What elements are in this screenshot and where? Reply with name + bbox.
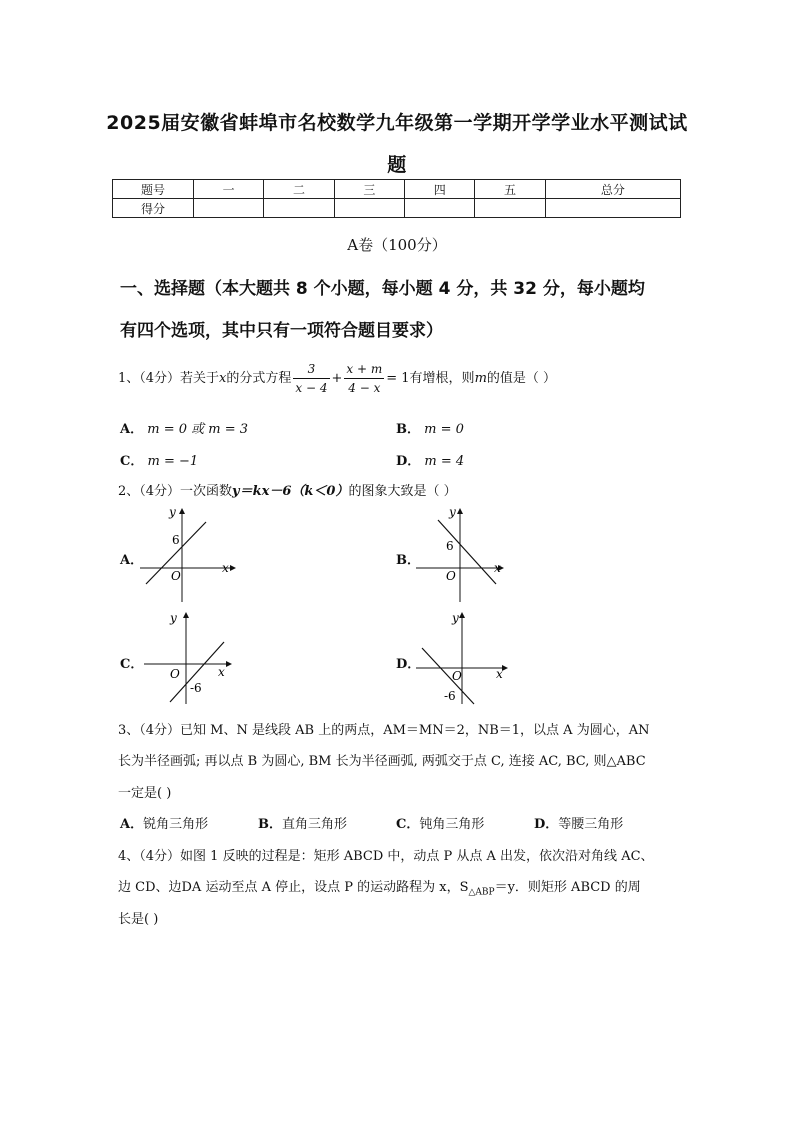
origin-label: O: [171, 569, 181, 583]
origin-label: O: [170, 667, 180, 681]
q1-option-a[interactable]: [120, 418, 248, 437]
score-input-cell[interactable]: [405, 199, 475, 218]
q2-prefix: 2、（4分）一次函数: [118, 484, 233, 499]
q2-option-c-label[interactable]: C．: [120, 657, 144, 672]
origin-label: O: [452, 669, 462, 683]
q2-graph-d[interactable]: [416, 606, 516, 706]
question-4-line2: [118, 876, 678, 898]
question-1-stem: [118, 360, 556, 397]
q2-suffix: 的图象大致是（ ）: [348, 484, 457, 499]
option-label: B．: [258, 817, 282, 832]
q1-end: 的值是（ ）: [486, 371, 557, 386]
score-input-cell[interactable]: [545, 199, 680, 218]
x-axis-arrow: [230, 565, 236, 571]
q1-suffix: 有增根，则: [409, 371, 475, 386]
x-axis-arrow: [226, 661, 232, 667]
option-label: A．: [120, 422, 144, 437]
section-a-heading: A卷（100分）: [347, 236, 447, 254]
y-axis-label: y: [449, 505, 456, 519]
q2-graph-c[interactable]: [140, 606, 240, 706]
y-axis-arrow: [179, 508, 185, 514]
q1-mid: 的分式方程: [226, 371, 292, 386]
q1-var-m: m: [474, 371, 487, 386]
q2-formula: y＝kx－6（k＜0）: [232, 484, 349, 499]
score-header-cell: 三: [334, 180, 404, 199]
q1-frac1-num: 3: [293, 360, 329, 379]
score-header-cell: 五: [475, 180, 545, 199]
y-axis-label: y: [169, 505, 176, 519]
score-input-cell[interactable]: [475, 199, 545, 218]
x-axis-label: x: [496, 667, 503, 681]
q4-subscript: △ABP: [468, 887, 495, 898]
option-text: m = 4: [424, 454, 465, 469]
option-text: 等腰三角形: [558, 817, 624, 832]
question-3-line1: 3、（4分）已知 M、N 是线段 AB 上的两点，AM＝MN＝2，NB＝1，以点 A 为圆心，AN: [118, 723, 650, 738]
q1-plus: +: [331, 371, 343, 386]
q1-prefix: 1、（4分）若关于: [118, 371, 220, 386]
score-header-cell: 一: [194, 180, 264, 199]
option-text: m = −1: [147, 454, 199, 469]
question-3-line3: 一定是( ): [118, 786, 172, 801]
score-input-cell[interactable]: [334, 199, 404, 218]
x-axis-arrow: [502, 665, 508, 671]
score-table-score-row: [113, 199, 681, 218]
y-axis-label: y: [170, 611, 177, 625]
q1-option-b[interactable]: [396, 418, 464, 437]
score-header-cell: 总分: [545, 180, 680, 199]
x-axis-label: x: [222, 561, 229, 575]
x-axis-label: x: [218, 665, 225, 679]
score-row-label: 得分: [113, 199, 194, 218]
option-text: 直角三角形: [282, 817, 348, 832]
score-header-cell: 题号: [113, 180, 194, 199]
option-label: C．: [396, 817, 420, 832]
option-label: B．: [396, 422, 420, 437]
question-3-line2: 长为半径画弧; 再以点 B 为圆心, BM 长为半径画弧, 两弧交于点 C, 连接 AC, BC, 则△ABC: [118, 754, 646, 769]
q1-frac1-den: x − 4: [295, 381, 328, 395]
doc-title-line1: 2025届安徽省蚌埠市名校数学九年级第一学期开学学业水平测试试: [106, 112, 688, 134]
q1-frac2-den: 4 − x: [348, 381, 381, 395]
intercept-label: -6: [444, 689, 456, 703]
q1-frac2-num: x + m: [344, 360, 384, 379]
q1-fraction-2: [344, 360, 384, 397]
q2-graph-a[interactable]: [140, 504, 240, 604]
option-text: 锐角三角形: [143, 817, 209, 832]
option-label: C．: [120, 454, 144, 469]
q2-option-d-label[interactable]: D．: [396, 657, 421, 672]
intercept-label: 6: [172, 533, 180, 547]
part1-heading-line1: 一、选择题（本大题共 8 个小题，每小题 4 分，共 32 分，每小题均: [120, 279, 645, 299]
q2-graph-b[interactable]: [416, 504, 516, 604]
q3-option-b[interactable]: [258, 813, 347, 832]
origin-label: O: [446, 569, 456, 583]
score-table: [112, 179, 681, 218]
question-4-line3: 长是( ): [118, 912, 159, 927]
q1-equals: = 1: [386, 371, 410, 386]
option-label: A．: [120, 817, 144, 832]
q1-var-x: x: [219, 371, 227, 386]
y-axis-arrow: [183, 612, 189, 618]
intercept-label: -6: [190, 681, 202, 695]
question-4-line1: 4、（4分）如图 1 反映的过程是：矩形 ABCD 中，动点 P 从点 A 出发，依次沿对角线 AC、: [118, 849, 654, 864]
part1-heading-line2: 有四个选项，其中只有一项符合题目要求）: [120, 321, 443, 341]
option-text: m = 0 或 m = 3: [147, 422, 249, 437]
q3-option-c[interactable]: [396, 813, 484, 832]
option-label: D．: [534, 817, 559, 832]
score-input-cell[interactable]: [264, 199, 334, 218]
option-text: m = 0: [424, 422, 464, 437]
score-header-cell: 四: [405, 180, 475, 199]
y-axis-label: y: [452, 611, 459, 625]
intercept-label: 6: [446, 539, 454, 553]
q3-option-a[interactable]: [120, 813, 208, 832]
q1-option-c[interactable]: [120, 450, 198, 469]
doc-title-line2: 题: [387, 154, 407, 176]
x-axis-label: x: [494, 561, 501, 575]
q1-option-d[interactable]: [396, 450, 464, 469]
score-input-cell[interactable]: [194, 199, 264, 218]
option-label: D．: [396, 454, 421, 469]
q2-option-b-label[interactable]: B．: [396, 553, 420, 568]
q4-line2-part-a: 边 CD、边DA 运动至点 A 停止，设点 P 的运动路程为 x，S: [118, 880, 469, 895]
q3-option-d[interactable]: [534, 813, 623, 832]
q1-fraction-1: [293, 360, 329, 397]
q4-line2-part-b: ＝y．则矩形 ABCD 的周: [494, 880, 641, 895]
option-text: 钝角三角形: [419, 817, 485, 832]
q2-option-a-label[interactable]: A．: [120, 553, 144, 568]
score-header-cell: 二: [264, 180, 334, 199]
y-axis-arrow: [457, 508, 463, 514]
score-table-header-row: [113, 180, 681, 199]
y-axis-arrow: [459, 612, 465, 618]
question-2-stem: [118, 480, 457, 499]
